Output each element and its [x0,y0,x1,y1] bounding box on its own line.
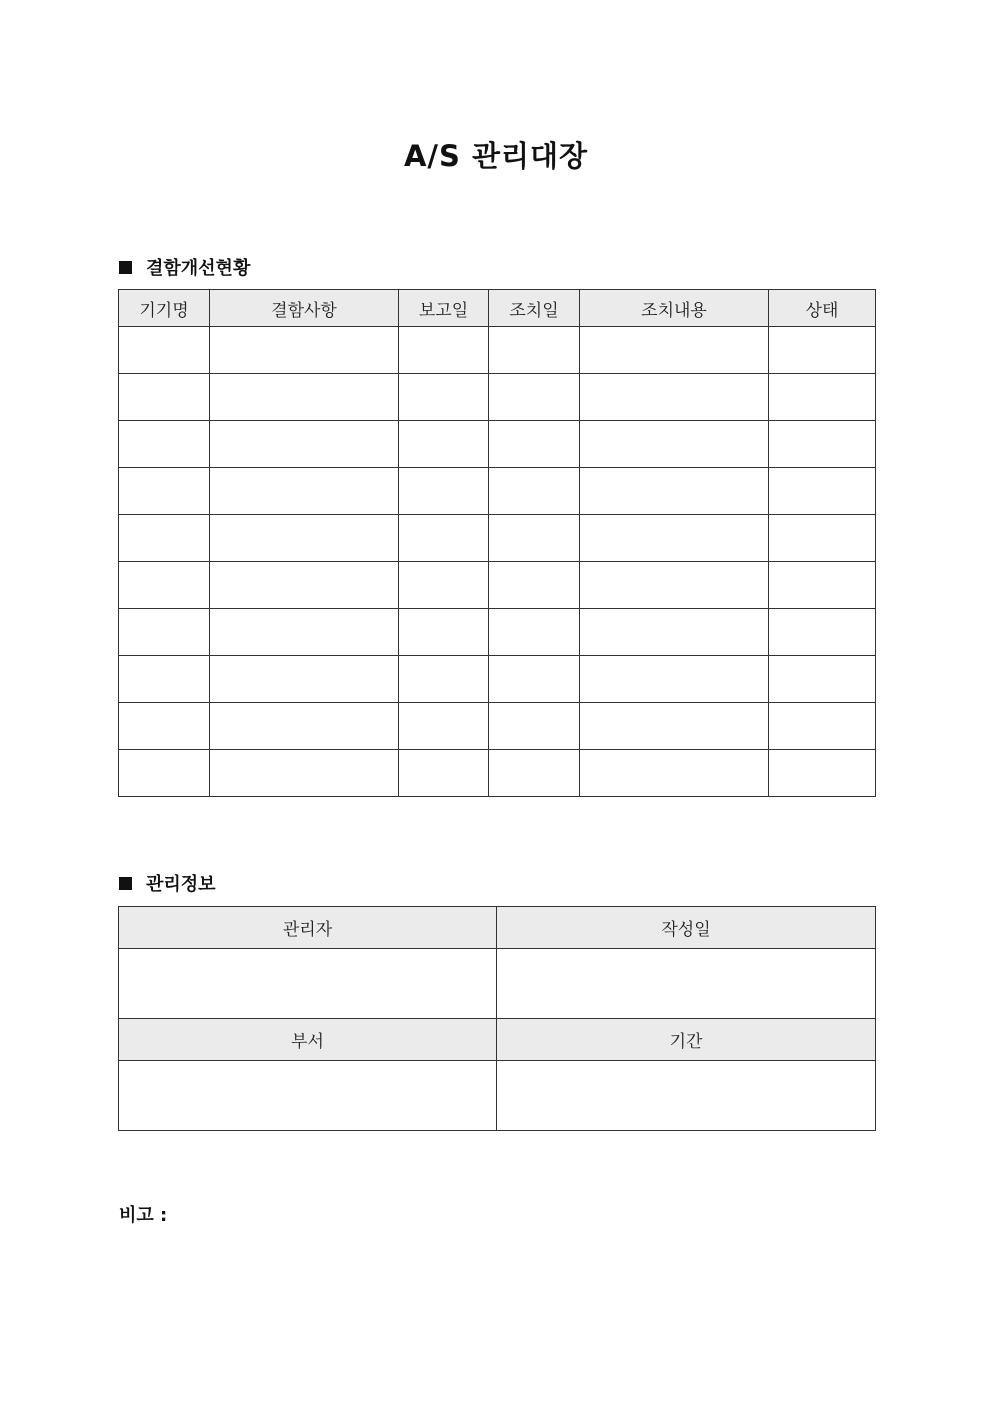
square-bullet-icon [119,877,132,890]
column-header-status: 상태 [769,290,876,327]
cell-defect[interactable] [210,609,399,656]
table-row [119,609,876,656]
cell-report-date[interactable] [399,562,489,609]
cell-action-detail[interactable] [580,609,769,656]
cell-defect[interactable] [210,562,399,609]
cell-status[interactable] [769,562,876,609]
cell-action-detail[interactable] [580,515,769,562]
table-row [119,468,876,515]
department-value-cell[interactable] [119,1061,497,1131]
cell-device[interactable] [119,703,210,750]
table-row [119,515,876,562]
table-row [119,562,876,609]
date-written-value-cell[interactable] [497,949,876,1019]
cell-defect[interactable] [210,421,399,468]
info-section-heading [119,870,216,896]
defect-table-body [119,327,876,797]
info-section-label: 관리정보 [146,874,216,895]
column-header-device: 기기명 [119,290,210,327]
table-row [119,703,876,750]
cell-device[interactable] [119,656,210,703]
cell-action-date[interactable] [489,656,580,703]
cell-action-date[interactable] [489,562,580,609]
cell-action-detail[interactable] [580,562,769,609]
cell-defect[interactable] [210,374,399,421]
cell-report-date[interactable] [399,703,489,750]
cell-action-date[interactable] [489,374,580,421]
cell-device[interactable] [119,609,210,656]
cell-report-date[interactable] [399,468,489,515]
table-row [119,656,876,703]
cell-report-date[interactable] [399,750,489,797]
period-label: 기간 [497,1019,876,1061]
cell-action-date[interactable] [489,468,580,515]
cell-status[interactable] [769,468,876,515]
cell-status[interactable] [769,421,876,468]
table-row [119,327,876,374]
remark-label: 비고 : [119,1205,168,1226]
defect-table [118,289,876,797]
period-value-cell[interactable] [497,1061,876,1131]
cell-device[interactable] [119,562,210,609]
cell-device[interactable] [119,750,210,797]
cell-status[interactable] [769,327,876,374]
cell-action-date[interactable] [489,750,580,797]
column-header-action-detail: 조치내용 [580,290,769,327]
cell-action-detail[interactable] [580,750,769,797]
column-header-report-date: 보고일 [399,290,489,327]
cell-defect[interactable] [210,750,399,797]
square-bullet-icon [119,261,132,274]
department-label: 부서 [119,1019,497,1061]
cell-device[interactable] [119,374,210,421]
cell-action-detail[interactable] [580,374,769,421]
cell-action-date[interactable] [489,609,580,656]
cell-status[interactable] [769,656,876,703]
table-row [119,750,876,797]
cell-report-date[interactable] [399,515,489,562]
cell-device[interactable] [119,468,210,515]
cell-status[interactable] [769,750,876,797]
table-row [119,421,876,468]
cell-defect[interactable] [210,468,399,515]
cell-defect[interactable] [210,515,399,562]
cell-defect[interactable] [210,703,399,750]
cell-defect[interactable] [210,656,399,703]
manager-label: 관리자 [119,907,497,949]
cell-report-date[interactable] [399,421,489,468]
cell-action-detail[interactable] [580,327,769,374]
cell-action-date[interactable] [489,421,580,468]
cell-status[interactable] [769,703,876,750]
cell-status[interactable] [769,374,876,421]
date-written-label: 작성일 [497,907,876,949]
cell-device[interactable] [119,515,210,562]
cell-report-date[interactable] [399,609,489,656]
cell-action-date[interactable] [489,703,580,750]
cell-device[interactable] [119,327,210,374]
defect-section-heading [119,254,250,280]
cell-action-date[interactable] [489,327,580,374]
management-info-table [118,906,876,1131]
table-row [119,374,876,421]
cell-device[interactable] [119,421,210,468]
column-header-action-date: 조치일 [489,290,580,327]
cell-action-detail[interactable] [580,703,769,750]
cell-action-date[interactable] [489,515,580,562]
defect-section-label: 결함개선현황 [146,258,251,279]
cell-status[interactable] [769,515,876,562]
defect-table-header-row [119,290,876,327]
page-title: A/S 관리대장 [403,139,589,173]
cell-report-date[interactable] [399,327,489,374]
cell-status[interactable] [769,609,876,656]
cell-action-detail[interactable] [580,468,769,515]
cell-report-date[interactable] [399,656,489,703]
column-header-defect: 결함사항 [210,290,399,327]
cell-report-date[interactable] [399,374,489,421]
cell-defect[interactable] [210,327,399,374]
manager-value-cell[interactable] [119,949,497,1019]
cell-action-detail[interactable] [580,421,769,468]
cell-action-detail[interactable] [580,656,769,703]
